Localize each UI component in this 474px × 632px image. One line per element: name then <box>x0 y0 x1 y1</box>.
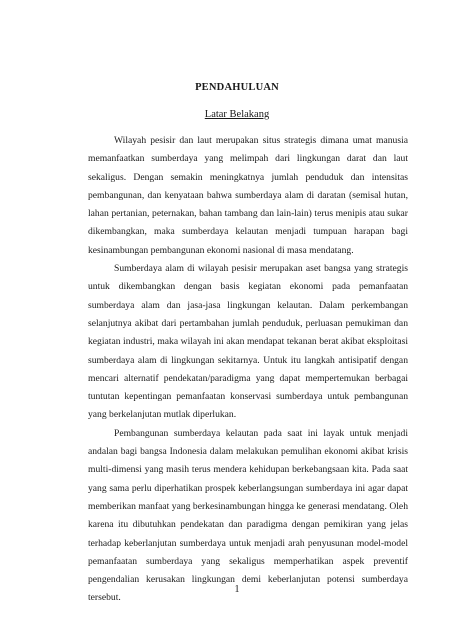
paragraph: Wilayah pesisir dan laut merupakan situs strategis dimana umat manusia memanfaatkan sumberdaya yang melimpah dari lingkungan darat dan laut sekaligus. Dengan semakin meningkatnya jumlah penduduk dan intensitas pembangunan, dan kenyataan bahwa sumberdaya alam di daratan (semisal hutan, lahan pertanian, peternakan, bahan tambang dan lain-lain) terus menipis atau sukar dikembangkan, maka sumberdaya kelautan menjadi tumpuan harapan bagi kesinambungan pembangunan ekonomi nasional di masa mendatang. <box>88 135 408 256</box>
paragraph: Pembangunan sumberdaya kelautan pada saat ini layak untuk menjadi andalan bagi bangsa Indonesia dalam melakukan pemulihan ekonomi akibat krisis multi-dimensi yang masih terus mendera kehidupan berkebangsaan kita. Pada saat yang sama perlu diperhatikan prospek keberlangsungan sumberdaya ini agar dapat memberikan manfaat yang berkesinambungan hingga ke generasi mendatang. Oleh karena itu dibutuhkan pendekatan dan paradigma dengan pemikiran yang jelas terhadap keberlanjutan sumberdaya untuk menjadi arah penyusunan model-model pemanfaatan sumberdaya yang sekaligus memperhatikan aspek preventif pengendalian kerusakan lingkungan demi keberlanjutan potensi sumberdaya tersebut. <box>88 427 408 604</box>
page-title: PENDAHULUAN <box>195 82 279 93</box>
section-heading: Latar Belakang <box>204 109 270 120</box>
page-number: 1 <box>234 584 240 595</box>
paragraph: Sumberdaya alam di wilayah pesisir merupakan aset bangsa yang strategis untuk dikembangkan dengan basis kegiatan ekonomi pada pemanfaatan sumberdaya alam dan jasa-jasa lingkungan kelautan. Dalam perkembangan selanjutnya akibat dari pertambahan jumlah penduduk, perluasan pemukiman dan kegiatan industri, maka wilayah ini akan mendapat tekanan berat akibat eksploitasi sumberdaya alam di lingkungan sekitarnya. Untuk itu langkah antisipatif dengan mencari alternatif pendekatan/paradigma yang dapat mempertemukan berbagai tuntutan kepentingan pemanfaatan konservasi sumberdaya untuk pembangunan yang berkelanjutan mutlak diperlukan. <box>88 263 408 421</box>
body-text <box>88 132 408 608</box>
